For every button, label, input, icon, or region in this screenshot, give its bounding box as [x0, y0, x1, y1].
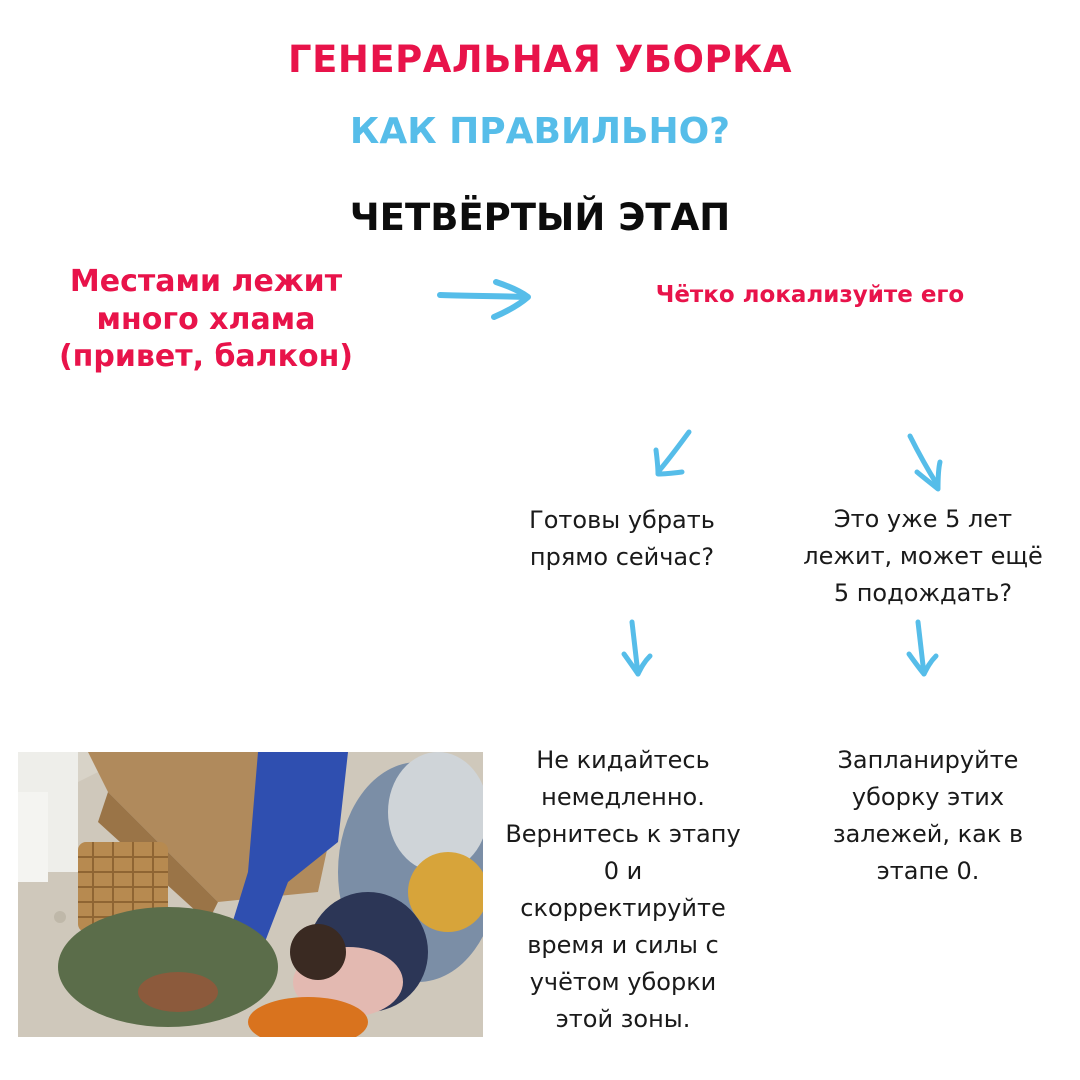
arrow-down-icon [620, 618, 660, 680]
question-right [792, 501, 1054, 612]
problem-statement [28, 263, 384, 376]
arrow-down-left-icon [650, 428, 698, 480]
question-line: 5 подождать? [833, 579, 1013, 607]
answer-line: залежей, как в [832, 820, 1024, 848]
question-line: прямо сейчас? [529, 543, 715, 571]
answer-left [492, 742, 754, 1038]
answer-line: уборку этих [851, 783, 1005, 811]
page-subtitle: КАК ПРАВИЛЬНО? [349, 111, 731, 152]
arrow-down-right-icon [904, 432, 948, 494]
answer-line: немедленно. [541, 783, 705, 811]
arrow-right-icon [436, 278, 536, 322]
problem-line: Местами лежит [69, 264, 343, 299]
question-line: лежит, может ещё [803, 542, 1043, 570]
problem-line: (привет, балкон) [58, 339, 354, 374]
photo-illustration [18, 752, 483, 1037]
action-statement: Чётко локализуйте его [655, 282, 965, 308]
question-left [492, 502, 752, 576]
answer-line: этапе 0. [876, 857, 980, 885]
answer-line: время и силы с [527, 931, 719, 959]
page-title: ГЕНЕРАЛЬНАЯ УБОРКА [288, 38, 792, 81]
answer-line: скорректируйте [520, 894, 726, 922]
answer-line: Запланируйте [837, 746, 1019, 774]
answer-line: 0 и [603, 857, 643, 885]
question-line: Готовы убрать [529, 506, 715, 534]
answer-line: этой зоны. [555, 1005, 691, 1033]
question-line: Это уже 5 лет [833, 505, 1013, 533]
arrow-down-icon [904, 618, 944, 680]
laundry-photo [18, 752, 483, 1037]
answer-line: Вернитесь к этапу [505, 820, 741, 848]
answer-right [792, 742, 1064, 890]
stage-heading: ЧЕТВЁРТЫЙ ЭТАП [349, 196, 731, 239]
problem-line: много хлама [96, 301, 316, 337]
answer-line: Не кидайтесь [536, 746, 710, 774]
answer-line: учётом уборки [529, 968, 717, 996]
